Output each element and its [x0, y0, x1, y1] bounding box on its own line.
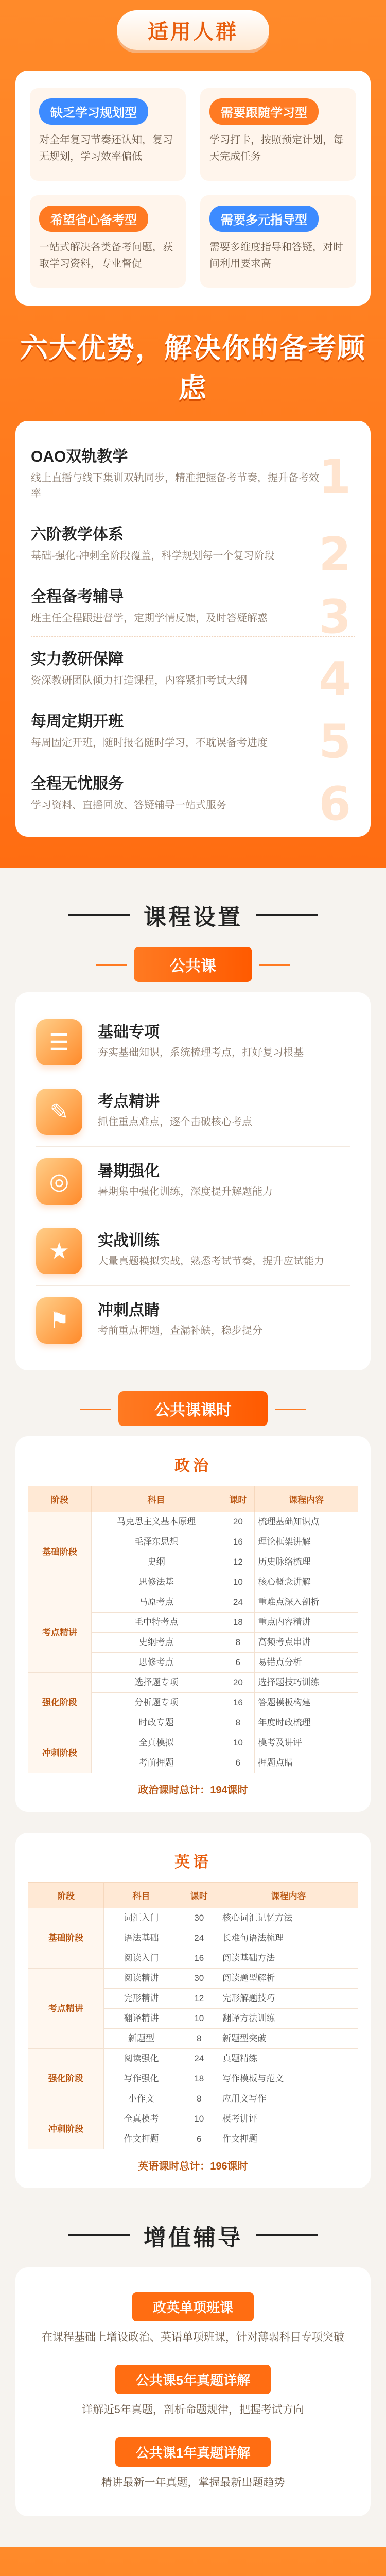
stage-cell: 冲刺阶段: [28, 2109, 104, 2149]
hours-cell: 10: [221, 1733, 255, 1753]
flow-item: [36, 1008, 350, 1077]
table-row: [28, 2109, 358, 2129]
advantage-item: [31, 761, 355, 831]
public-schedule-banner: [0, 1391, 386, 1426]
table-row: [28, 1908, 358, 1928]
table-row: [28, 1592, 358, 1613]
audience-card: [15, 71, 371, 306]
politics-table-body: [28, 1512, 358, 1773]
advantage-desc: 班主任全程跟进督学，定期学情反馈，及时答疑解惑: [31, 613, 268, 624]
advantage-number: 6: [319, 777, 351, 831]
content-cell: 选择题技巧训练: [255, 1673, 358, 1693]
public-course-banner-text: 公共课: [134, 947, 252, 982]
hours-cell: 24: [179, 1928, 219, 1948]
pencil-icon: ✎: [36, 1089, 82, 1135]
hero-section: [0, 0, 386, 868]
enhance-card: [15, 2267, 371, 2516]
advantage-title: 实力教研保障: [31, 651, 124, 668]
enhance-section-header: [0, 2219, 386, 2252]
flow-desc: 暑期集中强化训练，深度提升解题能力: [98, 1186, 273, 1197]
audience-item: [30, 88, 186, 181]
table-header: 科目: [92, 1486, 221, 1512]
book-icon: ☰: [36, 1019, 82, 1065]
hours-cell: 8: [221, 1633, 255, 1653]
flow-title: 实战训练: [98, 1232, 160, 1249]
advantages-card: [15, 421, 371, 837]
flow-title: 暑期强化: [98, 1163, 160, 1180]
advantage-item: [31, 637, 355, 706]
table-header: 课时: [179, 1883, 219, 1908]
content-cell: 模考讲评: [219, 2109, 358, 2129]
audience-item: [200, 88, 356, 181]
flow-desc: 大量真题模拟实战，熟悉考试节奏，提升应试能力: [98, 1256, 324, 1267]
subject-cell: 思修法基: [92, 1572, 221, 1592]
content-cell: 写作模板与范文: [219, 2069, 358, 2089]
hours-cell: 18: [179, 2069, 219, 2089]
content-cell: 翻译方法训练: [219, 2009, 358, 2029]
audience-text: 需要多维度指导和答疑，对时间利用要求高: [209, 242, 343, 269]
english-table-card: [15, 1833, 371, 2188]
enhance-tag: 公共课1年真题详解: [115, 2437, 271, 2467]
audience-label: 缺乏学习规划型: [39, 98, 148, 125]
hours-cell: 12: [221, 1552, 255, 1572]
audience-text: 对全年复习节奏还认知，复习无规划，学习效率偏低: [39, 134, 173, 162]
service-section-title: [144, 2573, 242, 2576]
audience-label: 需要跟随学习型: [209, 98, 319, 125]
content-cell: 应用文写作: [219, 2089, 358, 2109]
public-schedule-banner-text: 公共课课时: [118, 1391, 268, 1426]
content-cell: 完形解题技巧: [219, 1989, 358, 2009]
hours-cell: 6: [179, 2129, 219, 2149]
stage-cell: 冲刺阶段: [28, 1733, 92, 1773]
flow-desc: 抓住重点难点，逐个击破核心考点: [98, 1116, 252, 1128]
content-cell: 真题精练: [219, 2049, 358, 2069]
stage-cell: 强化阶段: [28, 2049, 104, 2109]
table-header: 课程内容: [219, 1883, 358, 1908]
advantage-desc: 资深教研团队倾力打造课程，内容紧扣考试大纲: [31, 675, 247, 686]
enhance-item: [36, 2283, 350, 2355]
table-header: 课程内容: [255, 1486, 358, 1512]
content-cell: 答题模板构建: [255, 1693, 358, 1713]
table-header: 阶段: [28, 1486, 92, 1512]
flow-title: 考点精讲: [98, 1093, 160, 1110]
content-cell: 历史脉络梳理: [255, 1552, 358, 1572]
hours-cell: 12: [179, 1989, 219, 2009]
subject-cell: 思修考点: [92, 1653, 221, 1673]
stage-cell: 强化阶段: [28, 1673, 92, 1733]
content-cell: 梳理基础知识点: [255, 1512, 358, 1532]
subject-cell: 完形精讲: [103, 1989, 179, 2009]
subject-cell: 阅读入门: [103, 1948, 179, 1969]
flow-item: [36, 1216, 350, 1286]
course-section-header: [0, 899, 386, 931]
subject-cell: 毛中特考点: [92, 1613, 221, 1633]
subject-cell: 分析题专项: [92, 1693, 221, 1713]
advantage-number: 1: [319, 450, 351, 504]
hours-cell: 10: [221, 1572, 255, 1592]
advantage-item: [31, 699, 355, 769]
enhance-desc: 精讲最新一年真题，掌握最新出题趋势: [101, 2477, 285, 2488]
course-flow-card: [15, 992, 371, 1370]
hours-cell: 6: [221, 1753, 255, 1773]
audience-text: 学习打卡，按照预定计划，每天完成任务: [209, 134, 343, 162]
subject-cell: 马克思主义基本原理: [92, 1512, 221, 1532]
enhance-desc: 详解近5年真题，剖析命题规律，把握考试方向: [82, 2404, 304, 2416]
enhance-tag: 政英单项班课: [132, 2292, 254, 2321]
advantage-number: 2: [319, 528, 351, 582]
subject-cell: 史纲: [92, 1552, 221, 1572]
audience-item: [200, 195, 356, 288]
subject-cell: 毛泽东思想: [92, 1532, 221, 1552]
table-row: [28, 2049, 358, 2069]
audience-title: 适用人群: [117, 10, 269, 50]
advantage-title: 全程无忧服务: [31, 775, 124, 792]
enhance-tag: 公共课5年真题详解: [115, 2365, 271, 2394]
content-cell: 新题型突破: [219, 2029, 358, 2049]
hours-cell: 16: [179, 1948, 219, 1969]
service-section: [0, 2547, 386, 2576]
subject-cell: 全真模考: [103, 2109, 179, 2129]
audience-label: 希望省心备考型: [39, 206, 148, 232]
flow-title: 基础专项: [98, 1024, 160, 1041]
flow-title: 冲刺点睛: [98, 1302, 160, 1319]
flow-item: [36, 1147, 350, 1216]
advantage-item: [31, 434, 355, 512]
content-cell: 年度时政梳理: [255, 1713, 358, 1733]
content-cell: 重难点深入剖析: [255, 1592, 358, 1613]
english-table: [28, 1882, 358, 2149]
content-cell: 长难句语法梳理: [219, 1928, 358, 1948]
subject-cell: 翻译精讲: [103, 2009, 179, 2029]
hours-cell: 30: [179, 1969, 219, 1989]
cup-icon: ★: [36, 1228, 82, 1274]
advantage-desc: 基础-强化-冲刺全阶段覆盖，科学规划每一个复习阶段: [31, 550, 275, 562]
subject-cell: 阅读精讲: [103, 1969, 179, 1989]
hours-cell: 24: [221, 1592, 255, 1613]
flag-icon: ⚑: [36, 1297, 82, 1344]
english-table-title: 英语: [174, 1854, 212, 1871]
advantages-slogan: 六大优势，解决你的备考顾虑: [20, 333, 366, 403]
audience-label: 需要多元指导型: [209, 206, 319, 232]
table-header: 科目: [103, 1883, 179, 1908]
advantage-number: 3: [319, 590, 351, 644]
enhance-item: [36, 2355, 350, 2428]
hours-cell: 18: [221, 1613, 255, 1633]
audience-item: [30, 195, 186, 288]
flow-desc: 考前重点押题，查漏补缺，稳步提分: [98, 1325, 262, 1336]
target-icon: ◎: [36, 1158, 82, 1205]
content-cell: 高频考点串讲: [255, 1633, 358, 1653]
public-course-banner: [0, 947, 386, 982]
advantage-title: 全程备考辅导: [31, 588, 124, 605]
flow-desc: 夯实基础知识，系统梳理考点，打好复习根基: [98, 1047, 304, 1058]
advantage-desc: 学习资料、直播回放、答疑辅导一站式服务: [31, 800, 226, 811]
hours-cell: 24: [179, 2049, 219, 2069]
hours-cell: 10: [179, 2009, 219, 2029]
advantage-title: 每周定期开班: [31, 713, 124, 730]
subject-cell: 阅读强化: [103, 2049, 179, 2069]
subject-cell: 全真模拟: [92, 1733, 221, 1753]
content-cell: 理论框架讲解: [255, 1532, 358, 1552]
table-row: [28, 1673, 358, 1693]
table-row: [28, 1733, 358, 1753]
table-header: 阶段: [28, 1883, 104, 1908]
subject-cell: 史纲考点: [92, 1633, 221, 1653]
hours-cell: 8: [179, 2029, 219, 2049]
subject-cell: 选择题专项: [92, 1673, 221, 1693]
hours-cell: 16: [221, 1693, 255, 1713]
subject-cell: 作文押题: [103, 2129, 179, 2149]
politics-table-card: [15, 1436, 371, 1812]
content-cell: 作文押题: [219, 2129, 358, 2149]
politics-table-title: 政治: [174, 1458, 212, 1475]
subject-cell: 语法基础: [103, 1928, 179, 1948]
service-section-header: [15, 2573, 371, 2576]
hours-cell: 16: [221, 1532, 255, 1552]
hours-cell: 6: [221, 1653, 255, 1673]
advantage-desc: 线上直播与线下集训双轨同步，精准把握备考节奏，提升备考效率: [31, 472, 319, 499]
hours-cell: 20: [221, 1512, 255, 1532]
content-cell: 阅读基础方法: [219, 1948, 358, 1969]
subject-cell: 新题型: [103, 2029, 179, 2049]
subject-cell: 词汇入门: [103, 1908, 179, 1928]
content-cell: 易错点分析: [255, 1653, 358, 1673]
content-cell: 模考及讲评: [255, 1733, 358, 1753]
english-total: 英语课时总计：196课时: [138, 2161, 248, 2172]
content-cell: 重点内容精讲: [255, 1613, 358, 1633]
subject-cell: 考前押题: [92, 1753, 221, 1773]
stage-cell: 考点精讲: [28, 1969, 104, 2049]
flow-item: [36, 1077, 350, 1147]
subject-cell: 马原考点: [92, 1592, 221, 1613]
advantage-item: [31, 574, 355, 644]
table-row: [28, 1969, 358, 1989]
hours-cell: 10: [179, 2109, 219, 2129]
enhance-section-title: 增值辅导: [144, 2225, 242, 2250]
subject-cell: 写作强化: [103, 2069, 179, 2089]
content-cell: 阅读题型解析: [219, 1969, 358, 1989]
hours-cell: 8: [179, 2089, 219, 2109]
enhance-item: [36, 2428, 350, 2501]
hours-cell: 30: [179, 1908, 219, 1928]
advantage-item: [31, 512, 355, 582]
politics-table: [28, 1486, 358, 1773]
stage-cell: 基础阶段: [28, 1512, 92, 1592]
audience-text: 一站式解决各类备考问题，获取学习资料，专业督促: [39, 242, 173, 269]
politics-total: 政治课时总计：194课时: [138, 1785, 248, 1796]
advantage-number: 5: [319, 715, 351, 769]
stage-cell: 考点精讲: [28, 1592, 92, 1673]
content-cell: 押题点睛: [255, 1753, 358, 1773]
content-cell: 核心词汇记忆方法: [219, 1908, 358, 1928]
advantage-number: 4: [319, 652, 351, 706]
table-header: 课时: [221, 1486, 255, 1512]
flow-item: [36, 1286, 350, 1355]
stage-cell: 基础阶段: [28, 1908, 104, 1969]
english-table-body: [28, 1908, 358, 2149]
advantage-title: OAO双轨教学: [31, 448, 128, 465]
hours-cell: 8: [221, 1713, 255, 1733]
hours-cell: 20: [221, 1673, 255, 1693]
subject-cell: 时政专题: [92, 1713, 221, 1733]
advantage-title: 六阶教学体系: [31, 526, 124, 543]
advantage-desc: 每周固定开班，随时报名随时学习，不耽误备考进度: [31, 737, 268, 749]
table-row: [28, 1512, 358, 1532]
enhance-desc: 在课程基础上增设政治、英语单项班课，针对薄弱科目专项突破: [42, 2331, 344, 2343]
content-cell: 核心概念讲解: [255, 1572, 358, 1592]
subject-cell: 小作文: [103, 2089, 179, 2109]
course-section-title: 课程设置: [144, 905, 242, 930]
